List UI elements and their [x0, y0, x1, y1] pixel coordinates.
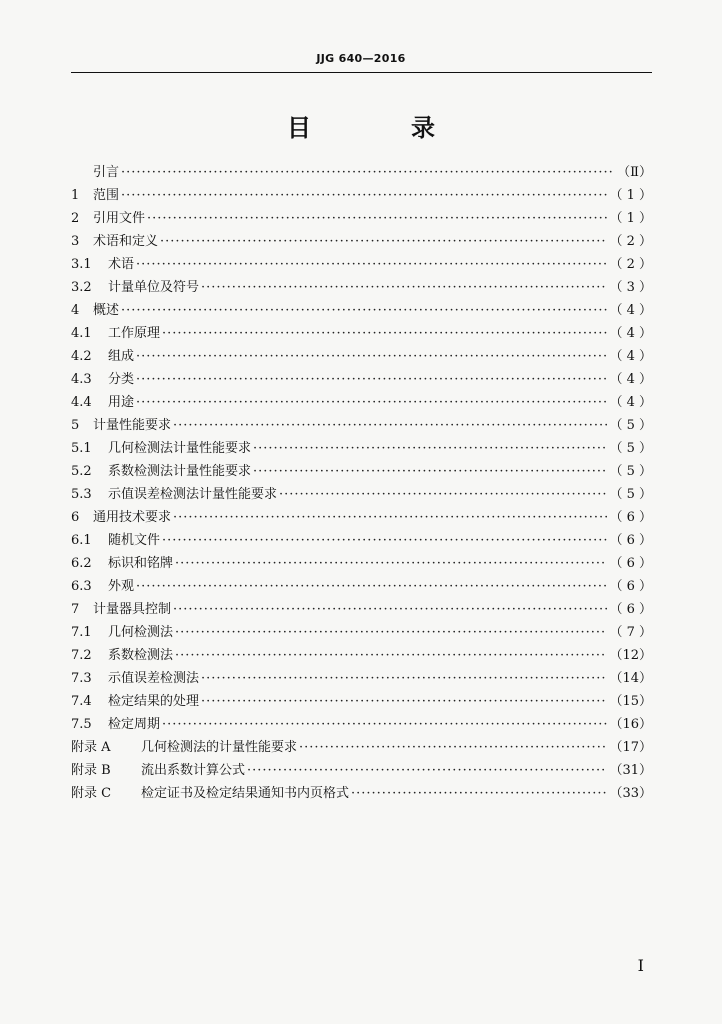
- toc-entry-page: （ 5 ）: [609, 418, 652, 433]
- toc-entry-page: （33）: [609, 786, 652, 801]
- toc-entry-number: 6.1: [71, 533, 92, 548]
- toc-entry-number: 4: [71, 303, 80, 318]
- toc-entry: [71, 276, 652, 299]
- toc-entry-number: 7.3: [71, 671, 92, 686]
- toc-dot-leader: [173, 414, 607, 437]
- toc-entry-number: 3.2: [71, 280, 92, 295]
- toc-dot-leader: [121, 184, 607, 207]
- toc-entry-page: （ 4 ）: [609, 395, 652, 410]
- toc-entry-page: （ 1 ）: [609, 211, 652, 226]
- toc-dot-leader: [136, 345, 607, 368]
- toc-entry-title: 引言: [93, 165, 120, 180]
- toc-entry-number: 4.4: [71, 395, 92, 410]
- toc-entry-number: 5.3: [71, 487, 92, 502]
- toc-entry: [71, 644, 652, 667]
- toc-entry-page: （ 4 ）: [609, 372, 652, 387]
- toc-entry-title: 几何检测法: [108, 625, 174, 640]
- toc-dot-leader: [162, 322, 607, 345]
- toc-entry: [71, 736, 652, 759]
- toc-entry-number: 3: [71, 234, 80, 249]
- toc-dot-leader: [162, 529, 607, 552]
- toc-entry-title: 示值误差检测法: [108, 671, 200, 686]
- toc-entry: [71, 575, 652, 598]
- toc-dot-leader: [121, 161, 615, 184]
- toc-entry-number: 5: [71, 418, 80, 433]
- page-number: I: [637, 956, 644, 975]
- toc-entry: [71, 437, 652, 460]
- toc-entry-page: （ 7 ）: [609, 625, 652, 640]
- toc-entry: [71, 713, 652, 736]
- toc-entry-number: 附录 C: [71, 786, 112, 801]
- toc-entry-number: 4.3: [71, 372, 92, 387]
- toc-entry-page: （ 1 ）: [609, 188, 652, 203]
- toc-entry-title: 通用技术要求: [93, 510, 172, 525]
- toc-dot-leader: [201, 690, 607, 713]
- toc-dot-leader: [136, 575, 607, 598]
- document-code: JJG 640—2016: [316, 52, 406, 65]
- toc-entry: [71, 299, 652, 322]
- toc-entry: [71, 253, 652, 276]
- toc-entry-title: 几何检测法的计量性能要求: [141, 740, 298, 755]
- toc-dot-leader: [160, 230, 607, 253]
- toc-entry-number: 7.2: [71, 648, 92, 663]
- toc-dot-leader: [299, 736, 607, 759]
- page-title: 目 录: [287, 114, 473, 142]
- toc-entry-page: （Ⅱ）: [617, 165, 652, 180]
- toc-dot-leader: [175, 552, 607, 575]
- toc-entry: [71, 460, 652, 483]
- toc-dot-leader: [136, 368, 607, 391]
- toc-entry-number: 附录 B: [71, 763, 111, 778]
- toc-dot-leader: [121, 299, 607, 322]
- toc-entry-number: 7: [71, 602, 80, 617]
- toc-entry-page: （17）: [609, 740, 652, 755]
- toc-entry-title: 范围: [93, 188, 120, 203]
- toc-entry-page: （ 2 ）: [609, 257, 652, 272]
- toc-dot-leader: [351, 782, 607, 805]
- toc-entry: [71, 345, 652, 368]
- toc-dot-leader: [201, 276, 607, 299]
- toc-entry-title: 分类: [108, 372, 135, 387]
- toc-dot-leader: [173, 506, 607, 529]
- toc-entry-title: 工作原理: [108, 326, 161, 341]
- toc-entry-page: （16）: [609, 717, 652, 732]
- toc-entry-page: （31）: [609, 763, 652, 778]
- toc-entry-page: （ 6 ）: [609, 602, 652, 617]
- toc-entry-title: 计量单位及符号: [108, 280, 200, 295]
- toc-entry-number: 2: [71, 211, 80, 226]
- toc-entry: [71, 598, 652, 621]
- toc-entry: [71, 782, 652, 805]
- toc-entry: [71, 207, 652, 230]
- toc-entry-title: 术语和定义: [93, 234, 159, 249]
- table-of-contents: [71, 161, 652, 805]
- toc-entry-number: 6.3: [71, 579, 92, 594]
- toc-dot-leader: [247, 759, 607, 782]
- toc-entry-page: （ 6 ）: [609, 579, 652, 594]
- toc-dot-leader: [173, 598, 607, 621]
- toc-entry-title: 用途: [108, 395, 135, 410]
- toc-entry-title: 计量器具控制: [93, 602, 172, 617]
- toc-entry-title: 标识和铭牌: [108, 556, 174, 571]
- toc-entry-number: 1: [71, 188, 80, 203]
- toc-dot-leader: [201, 667, 607, 690]
- toc-entry-number: 7.4: [71, 694, 92, 709]
- toc-entry-title: 流出系数计算公式: [141, 763, 246, 778]
- toc-entry-title: 检定周期: [108, 717, 161, 732]
- toc-entry-page: （ 5 ）: [609, 464, 652, 479]
- toc-entry: [71, 391, 652, 414]
- toc-dot-leader: [279, 483, 607, 506]
- toc-dot-leader: [136, 253, 607, 276]
- toc-entry: [71, 506, 652, 529]
- toc-entry-page: （ 4 ）: [609, 303, 652, 318]
- toc-entry: [71, 414, 652, 437]
- toc-entry-page: （12）: [609, 648, 652, 663]
- toc-entry-page: （15）: [609, 694, 652, 709]
- toc-entry-title: 检定结果的处理: [108, 694, 200, 709]
- toc-entry-page: （ 6 ）: [609, 533, 652, 548]
- toc-entry: [71, 483, 652, 506]
- toc-dot-leader: [253, 437, 607, 460]
- toc-entry-page: （ 2 ）: [609, 234, 652, 249]
- header-divider: [71, 72, 652, 73]
- toc-entry: [71, 184, 652, 207]
- toc-entry-number: 附录 A: [71, 740, 111, 755]
- toc-entry-title: 随机文件: [108, 533, 161, 548]
- toc-entry: [71, 230, 652, 253]
- toc-entry-number: 7.1: [71, 625, 92, 640]
- toc-entry: [71, 690, 652, 713]
- toc-entry-number: 6: [71, 510, 80, 525]
- toc-entry-title: 概述: [93, 303, 120, 318]
- toc-entry: [71, 667, 652, 690]
- toc-entry-title: 示值误差检测法计量性能要求: [108, 487, 278, 502]
- toc-entry-number: 4.1: [71, 326, 92, 341]
- toc-entry-number: 3.1: [71, 257, 92, 272]
- toc-entry-page: （ 4 ）: [609, 326, 652, 341]
- toc-entry-title: 引用文件: [93, 211, 146, 226]
- toc-entry: [71, 322, 652, 345]
- toc-entry-page: （14）: [609, 671, 652, 686]
- toc-entry-title: 检定证书及检定结果通知书内页格式: [141, 786, 350, 801]
- toc-entry-page: （ 6 ）: [609, 510, 652, 525]
- toc-entry: [71, 529, 652, 552]
- toc-entry-title: 外观: [108, 579, 135, 594]
- toc-entry: [71, 368, 652, 391]
- toc-entry-page: （ 5 ）: [609, 487, 652, 502]
- toc-dot-leader: [175, 621, 607, 644]
- toc-entry-number: 6.2: [71, 556, 92, 571]
- toc-entry-title: 几何检测法计量性能要求: [108, 441, 252, 456]
- toc-entry-page: （ 5 ）: [609, 441, 652, 456]
- toc-entry: [71, 552, 652, 575]
- toc-entry-title: 计量性能要求: [93, 418, 172, 433]
- toc-entry-page: （ 6 ）: [609, 556, 652, 571]
- toc-entry-title: 系数检测法计量性能要求: [108, 464, 252, 479]
- toc-entry: [71, 621, 652, 644]
- toc-dot-leader: [136, 391, 607, 414]
- toc-entry-title: 组成: [108, 349, 135, 364]
- toc-entry-number: 7.5: [71, 717, 92, 732]
- toc-dot-leader: [162, 713, 607, 736]
- toc-entry-page: （ 3 ）: [609, 280, 652, 295]
- toc-entry-title: 系数检测法: [108, 648, 174, 663]
- toc-entry: [71, 161, 652, 184]
- toc-dot-leader: [147, 207, 607, 230]
- toc-entry-title: 术语: [108, 257, 135, 272]
- toc-dot-leader: [253, 460, 607, 483]
- toc-entry-number: 5.1: [71, 441, 92, 456]
- toc-entry-page: （ 4 ）: [609, 349, 652, 364]
- toc-entry-number: 5.2: [71, 464, 92, 479]
- toc-entry-number: 4.2: [71, 349, 92, 364]
- toc-entry: [71, 759, 652, 782]
- toc-dot-leader: [175, 644, 607, 667]
